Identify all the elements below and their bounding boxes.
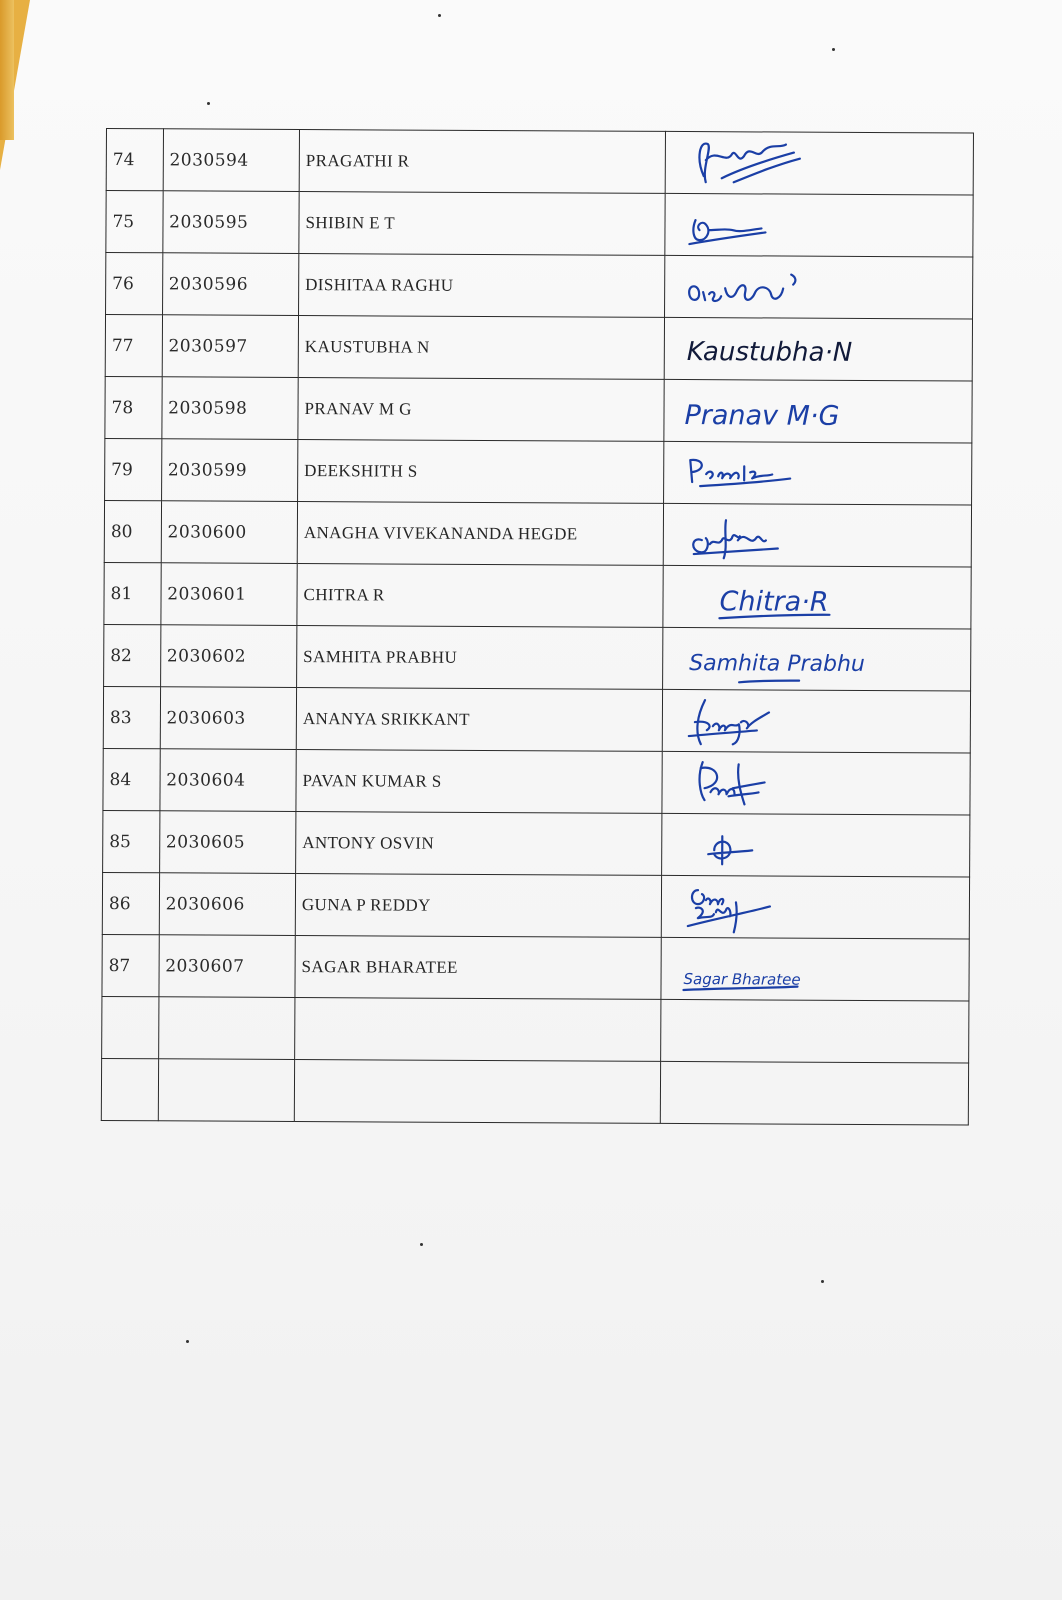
signature-cell bbox=[664, 255, 973, 319]
student-name-cell: GUNA P REDDY bbox=[295, 874, 661, 938]
table-row bbox=[103, 748, 970, 815]
table-row bbox=[104, 624, 971, 691]
signature-mark bbox=[681, 138, 951, 189]
roll-number-cell: 2030602 bbox=[160, 625, 297, 688]
roll-number-cell: 2030600 bbox=[161, 501, 298, 564]
dust-speck bbox=[420, 1243, 423, 1246]
dust-speck bbox=[207, 102, 210, 105]
roll-number-cell: 2030594 bbox=[163, 129, 300, 192]
signature-mark bbox=[679, 510, 949, 561]
dust-speck bbox=[821, 1280, 824, 1283]
serial-number-cell: 79 bbox=[105, 438, 162, 500]
table-row bbox=[102, 934, 969, 1001]
table-row bbox=[105, 315, 972, 382]
signature-mark bbox=[678, 820, 948, 871]
signature-text: Samhita Prabhu bbox=[688, 651, 865, 677]
roll-number-cell bbox=[158, 997, 295, 1060]
signature-cell bbox=[664, 317, 973, 381]
roll-number-cell: 2030598 bbox=[162, 377, 299, 440]
roll-number-cell: 2030597 bbox=[162, 315, 299, 378]
roll-number-cell: 2030595 bbox=[163, 191, 300, 254]
table-row bbox=[106, 191, 973, 258]
table-row bbox=[105, 376, 972, 443]
signature-mark bbox=[680, 448, 950, 499]
table-row bbox=[106, 129, 973, 196]
signature-cell bbox=[662, 627, 971, 691]
table-row bbox=[102, 996, 969, 1063]
signature-cell bbox=[660, 999, 969, 1063]
serial-number-cell: 85 bbox=[103, 810, 160, 872]
signature-cell bbox=[661, 751, 970, 815]
serial-number-cell: 82 bbox=[104, 624, 161, 686]
roll-number-cell: 2030605 bbox=[159, 811, 296, 874]
table-row bbox=[101, 1058, 968, 1125]
serial-number-cell: 84 bbox=[103, 748, 160, 810]
signature-cell bbox=[663, 379, 972, 443]
dust-speck bbox=[832, 48, 835, 51]
serial-number-cell: 80 bbox=[104, 500, 161, 562]
serial-number-cell: 75 bbox=[106, 191, 163, 253]
signature-mark bbox=[677, 882, 947, 933]
signature-mark bbox=[678, 758, 948, 809]
signature-mark bbox=[680, 324, 950, 375]
serial-number-cell: 77 bbox=[105, 315, 162, 377]
table-row bbox=[104, 562, 971, 629]
signature-mark bbox=[677, 944, 947, 995]
roll-number-cell: 2030607 bbox=[159, 935, 296, 998]
signature-cell bbox=[660, 937, 969, 1001]
serial-number-cell bbox=[102, 996, 159, 1058]
student-name-cell: ANANYA SRIKKANT bbox=[296, 688, 662, 752]
serial-number-cell: 83 bbox=[103, 686, 160, 748]
attendance-table-body bbox=[101, 129, 973, 1126]
serial-number-cell: 76 bbox=[106, 253, 163, 315]
signature-cell bbox=[662, 565, 971, 629]
signature-cell bbox=[661, 875, 970, 939]
serial-number-cell bbox=[101, 1058, 158, 1120]
table-row bbox=[105, 438, 972, 505]
table-row bbox=[106, 253, 973, 320]
serial-number-cell: 78 bbox=[105, 376, 162, 438]
student-name-cell bbox=[294, 1060, 660, 1124]
roll-number-cell: 2030603 bbox=[160, 687, 297, 750]
roll-number-cell bbox=[158, 1059, 295, 1122]
signature-mark bbox=[679, 634, 949, 685]
table-row bbox=[102, 872, 969, 939]
signature-mark bbox=[678, 696, 948, 747]
corner-stain-edge bbox=[0, 0, 14, 140]
student-name-cell: PRANAV M G bbox=[298, 378, 664, 442]
student-name-cell: SAMHITA PRABHU bbox=[297, 626, 663, 690]
serial-number-cell: 74 bbox=[106, 129, 163, 191]
signature-mark bbox=[681, 200, 951, 251]
roll-number-cell: 2030604 bbox=[160, 749, 297, 812]
table-row bbox=[103, 686, 970, 753]
signature-mark bbox=[681, 262, 951, 313]
roll-number-cell: 2030596 bbox=[162, 253, 299, 316]
student-name-cell: PAVAN KUMAR S bbox=[296, 750, 662, 814]
dust-speck bbox=[438, 14, 441, 17]
signature-cell bbox=[660, 1061, 969, 1125]
student-name-cell: CHITRA R bbox=[297, 564, 663, 628]
signature-text: Sagar Bharatee bbox=[683, 970, 801, 989]
signature-cell bbox=[664, 193, 973, 257]
roll-number-cell: 2030599 bbox=[161, 439, 298, 502]
signature-cell bbox=[662, 689, 971, 753]
roll-number-cell: 2030606 bbox=[159, 873, 296, 936]
student-name-cell: KAUSTUBHA N bbox=[298, 316, 664, 380]
signature-cell bbox=[663, 441, 972, 505]
student-name-cell: PRAGATHI R bbox=[299, 130, 665, 194]
dust-speck bbox=[186, 1340, 189, 1343]
student-name-cell bbox=[295, 998, 661, 1062]
table-row bbox=[104, 500, 971, 567]
signature-cell bbox=[661, 813, 970, 877]
signature-text: Chitra·R bbox=[718, 586, 829, 618]
signature-text: Kaustubha·N bbox=[686, 337, 852, 368]
table-row bbox=[103, 810, 970, 877]
signature-text: Pranav M·G bbox=[683, 400, 840, 432]
student-name-cell: DEEKSHITH S bbox=[298, 440, 664, 504]
student-name-cell: ANAGHA VIVEKANANDA HEGDE bbox=[297, 502, 663, 566]
signature-mark bbox=[679, 572, 949, 623]
student-name-cell: ANTONY OSVIN bbox=[296, 812, 662, 876]
serial-number-cell: 86 bbox=[102, 872, 159, 934]
signature-cell bbox=[665, 131, 974, 195]
attendance-table bbox=[101, 128, 974, 1126]
serial-number-cell: 81 bbox=[104, 562, 161, 624]
signature-cell bbox=[663, 503, 972, 567]
serial-number-cell: 87 bbox=[102, 934, 159, 996]
signature-mark bbox=[680, 386, 950, 437]
student-name-cell: DISHITAA RAGHU bbox=[298, 254, 664, 318]
student-name-cell: SAGAR BHARATEE bbox=[295, 936, 661, 1000]
student-name-cell: SHIBIN E T bbox=[299, 192, 665, 256]
roll-number-cell: 2030601 bbox=[161, 563, 298, 626]
